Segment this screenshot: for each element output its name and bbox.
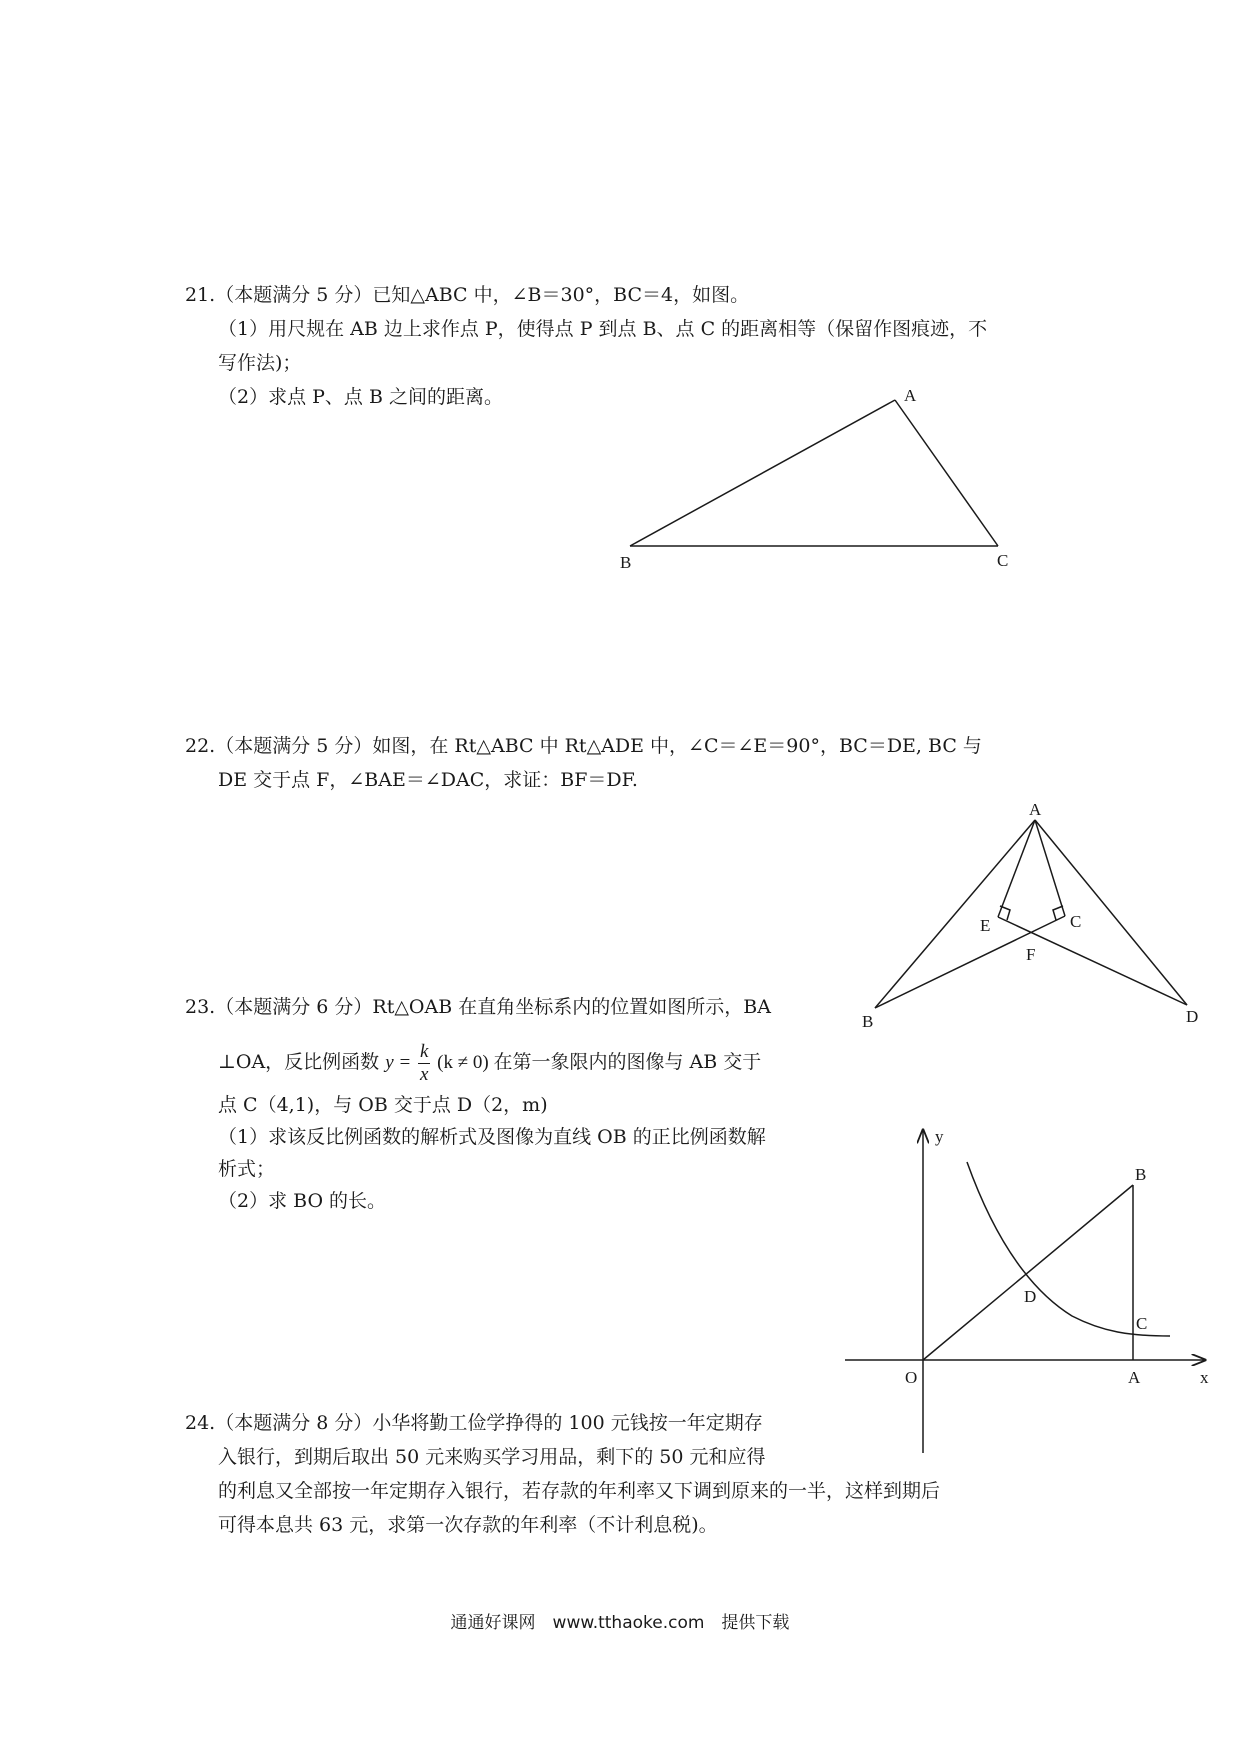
- q23-label-y: y: [935, 1127, 944, 1146]
- q21-side-ac: [895, 400, 998, 546]
- q21-line-2: （1）用尺规在 AB 边上求作点 P，使得点 P 到点 B、点 C 的距离相等（保留作图痕迹，不: [218, 318, 988, 340]
- q22-label-e: E: [980, 916, 991, 935]
- q24-line-4: 可得本息共 63 元，求第一次存款的年利率（不计利息税)。: [218, 1514, 718, 1536]
- q23-label-a: A: [1128, 1368, 1141, 1387]
- q22-line-1: 22.（本题满分 5 分）如图，在 Rt△ABC 中 Rt△ADE 中，∠C＝∠E＝90°，BC＝DE, BC 与: [185, 735, 982, 757]
- q23-formula-condition: (k ≠ 0): [437, 1052, 489, 1073]
- q22-label-b: B: [862, 1012, 874, 1031]
- q23-line-2: [218, 1036, 761, 1089]
- q23-label-c: C: [1136, 1314, 1148, 1333]
- q21-triangle-figure: [600, 380, 1040, 580]
- q22-label-c: C: [1070, 912, 1082, 931]
- q23-formula-denominator: x: [419, 1064, 429, 1086]
- q23-line-6: （2）求 BO 的长。: [218, 1190, 387, 1212]
- q23-label-x: x: [1200, 1368, 1209, 1387]
- q23-line-2-post: 在第一象限内的图像与 AB 交于: [493, 1051, 762, 1073]
- q23-formula-fraction: [418, 1041, 430, 1086]
- q23-line-2-pre: ⊥OA，反比例函数: [218, 1051, 380, 1073]
- q22-label-f: F: [1026, 945, 1036, 964]
- q23-line-5: 析式；: [218, 1158, 276, 1180]
- q23-line-3: 点 C（4,1)，与 OB 交于点 D（2，m): [218, 1094, 548, 1116]
- q24-line-3: 的利息又全部按一年定期存入银行，若存款的年利率又下调到原来的一半，这样到期后: [218, 1480, 941, 1502]
- q23-line-1: 23.（本题满分 6 分）Rt△OAB 在直角坐标系内的位置如图所示，BA: [185, 996, 771, 1018]
- q23-formula-numerator: k: [419, 1041, 429, 1063]
- q21-label-a: A: [904, 386, 917, 405]
- q23-coordinate-figure: [840, 1120, 1220, 1455]
- q21-side-ab: [630, 400, 895, 546]
- q21-line-4: （2）求点 P、点 B 之间的距离。: [218, 386, 503, 408]
- q22-label-a: A: [1029, 800, 1042, 819]
- q21-line-3: 写作法)；: [218, 352, 302, 374]
- q23-formula-y: y =: [385, 1052, 412, 1073]
- q24-line-2: 入银行，到期后取出 50 元来购买学习用品，剩下的 50 元和应得: [218, 1446, 766, 1468]
- q22-line-2: DE 交于点 F，∠BAE＝∠DAC，求证：BF＝DF.: [218, 769, 638, 791]
- q23-line-4: （1）求该反比例函数的解析式及图像为直线 OB 的正比例函数解: [218, 1126, 766, 1148]
- q22-label-d: D: [1186, 1007, 1199, 1026]
- q22-triangles-figure: [850, 800, 1210, 1035]
- q21-label-c: C: [997, 551, 1009, 570]
- page-footer: 通通好课网 www.tthaoke.com 提供下载: [450, 1613, 790, 1633]
- q23-formula: [385, 1041, 493, 1086]
- q24-line-1: 24.（本题满分 8 分）小华将勤工俭学挣得的 100 元钱按一年定期存: [185, 1412, 763, 1434]
- q23-hyperbola: [967, 1162, 1170, 1336]
- q23-label-d: D: [1024, 1287, 1037, 1306]
- q21-label-b: B: [620, 553, 632, 572]
- q23-line-ob: [923, 1185, 1133, 1360]
- q23-label-b: B: [1135, 1165, 1147, 1184]
- q23-label-o: O: [905, 1368, 918, 1387]
- q21-line-1: 21.（本题满分 5 分）已知△ABC 中，∠B＝30°，BC＝4，如图。: [185, 284, 750, 306]
